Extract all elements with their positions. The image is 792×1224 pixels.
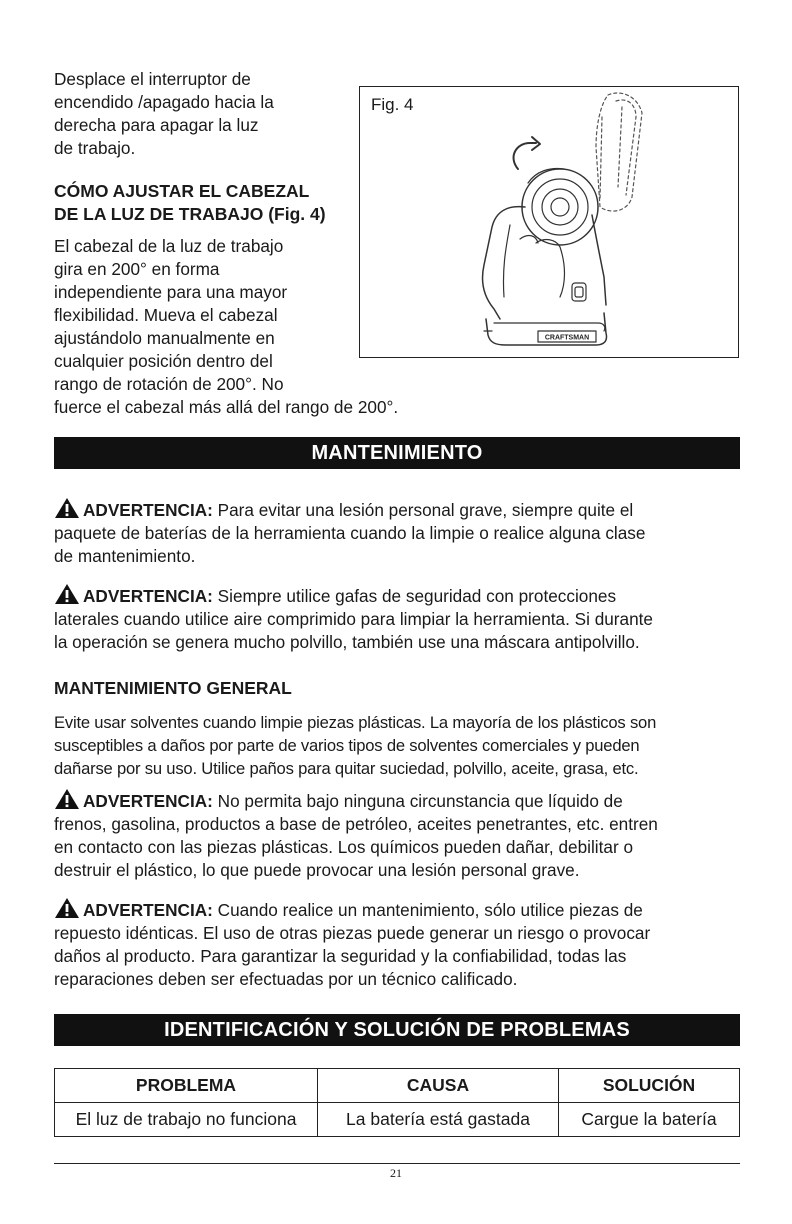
table-row: [55, 1103, 740, 1137]
warning-triangle-icon: [54, 583, 80, 605]
text-line: de mantenimiento.: [54, 546, 196, 566]
warning-text: No permita bajo ninguna circunstancia que líquido de: [217, 791, 623, 811]
figure-4: [359, 86, 739, 358]
table-cell-problem: El luz de trabajo no funciona: [55, 1103, 318, 1137]
brand-logo: CRAFTSMAN: [544, 334, 590, 342]
text-line: laterales cuando utilice aire comprimido para limpiar la herramienta. Si durante: [54, 609, 653, 629]
adjust-heading: [54, 180, 326, 226]
text-line: independiente para una mayor: [54, 282, 288, 302]
text-line: frenos, gasolina, productos a base de petróleo, aceites penetrantes, etc. entren: [54, 814, 658, 834]
text-line: Desplace el interruptor de: [54, 69, 251, 89]
table-cell-solution: Cargue la batería: [559, 1103, 740, 1137]
table-header-row: [55, 1069, 740, 1103]
heading-line: DE LA LUZ DE TRABAJO (Fig. 4): [54, 204, 326, 224]
text-line: flexibilidad. Mueva el cabezal: [54, 305, 278, 325]
text-line: paquete de baterías de la herramienta cuando la limpie o realice alguna clase: [54, 523, 646, 543]
warning-4: [54, 897, 744, 991]
warning-label: ADVERTENCIA:: [83, 900, 213, 920]
text-line: cualquier posición dentro del: [54, 351, 273, 371]
warning-1: [54, 497, 744, 568]
warning-triangle-icon: [54, 788, 80, 810]
warning-triangle-icon: [54, 897, 80, 919]
maintenance-banner: MANTENIMIENTO: [54, 437, 740, 469]
text-line: ajustándolo manualmente en: [54, 328, 275, 348]
figure-label: Fig. 4: [371, 95, 414, 114]
troubleshooting-table: [54, 1068, 740, 1137]
column-header-problem: PROBLEMA: [55, 1069, 318, 1103]
warning-3: [54, 788, 744, 882]
work-light-illustration: [360, 87, 737, 356]
text-line: dañarse por su uso. Utilice paños para quitar suciedad, polvillo, aceite, grasa, etc.: [54, 759, 639, 778]
text-line: destruir el plástico, lo que puede provocar una lesión personal grave.: [54, 860, 580, 880]
text-line: gira en 200° en forma: [54, 259, 220, 279]
warning-text: Cuando realice un mantenimiento, sólo utilice piezas de: [217, 900, 643, 920]
text-line: [54, 583, 744, 608]
text-line: [54, 497, 744, 522]
text-line: El cabezal de la luz de trabajo: [54, 236, 284, 256]
footer-rule: [54, 1163, 740, 1164]
warning-label: ADVERTENCIA:: [83, 586, 213, 606]
warning-label: ADVERTENCIA:: [83, 791, 213, 811]
warning-triangle-icon: [54, 497, 80, 519]
troubleshooting-banner: IDENTIFICACIÓN Y SOLUCIÓN DE PROBLEMAS: [54, 1014, 740, 1046]
text-line: en contacto con las piezas plásticas. Los químicos pueden dañar, debilitar o: [54, 837, 634, 857]
general-paragraph: [54, 711, 744, 780]
page-number: 21: [390, 1166, 402, 1180]
table-cell-cause: La batería está gastada: [318, 1103, 559, 1137]
text-line: fuerce el cabezal más allá del rango de 200°.: [54, 397, 399, 417]
text-line: encendido /apagado hacia la: [54, 92, 274, 112]
text-line: repuesto idénticas. El uso de otras piezas puede generar un riesgo o provocar: [54, 923, 651, 943]
warning-2: [54, 583, 744, 654]
column-header-cause: CAUSA: [318, 1069, 559, 1103]
warning-label: ADVERTENCIA:: [83, 500, 213, 520]
text-line: [54, 897, 744, 922]
general-maintenance-heading: MANTENIMIENTO GENERAL: [54, 678, 292, 698]
intro-paragraph: [54, 68, 274, 160]
text-line: la operación se genera mucho polvillo, también use una máscara antipolvillo.: [54, 632, 640, 652]
warning-text: Siempre utilice gafas de seguridad con protecciones: [217, 586, 617, 606]
column-header-solution: SOLUCIÓN: [559, 1069, 740, 1103]
text-line: susceptibles a daños por parte de varios tipos de solventes comerciales y pueden: [54, 736, 640, 755]
heading-line: CÓMO AJUSTAR EL CABEZAL: [54, 181, 310, 201]
text-line: de trabajo.: [54, 138, 136, 158]
text-line: [54, 788, 744, 813]
text-line: daños al producto. Para garantizar la seguridad y la confiabilidad, todas las: [54, 946, 627, 966]
text-line: reparaciones deben ser efectuadas por un técnico calificado.: [54, 969, 518, 989]
warning-text: Para evitar una lesión personal grave, siempre quite el: [217, 500, 634, 520]
text-line: rango de rotación de 200°. No: [54, 374, 284, 394]
text-line: derecha para apagar la luz: [54, 115, 259, 135]
text-line: Evite usar solventes cuando limpie piezas plásticas. La mayoría de los plásticos son: [54, 713, 657, 732]
